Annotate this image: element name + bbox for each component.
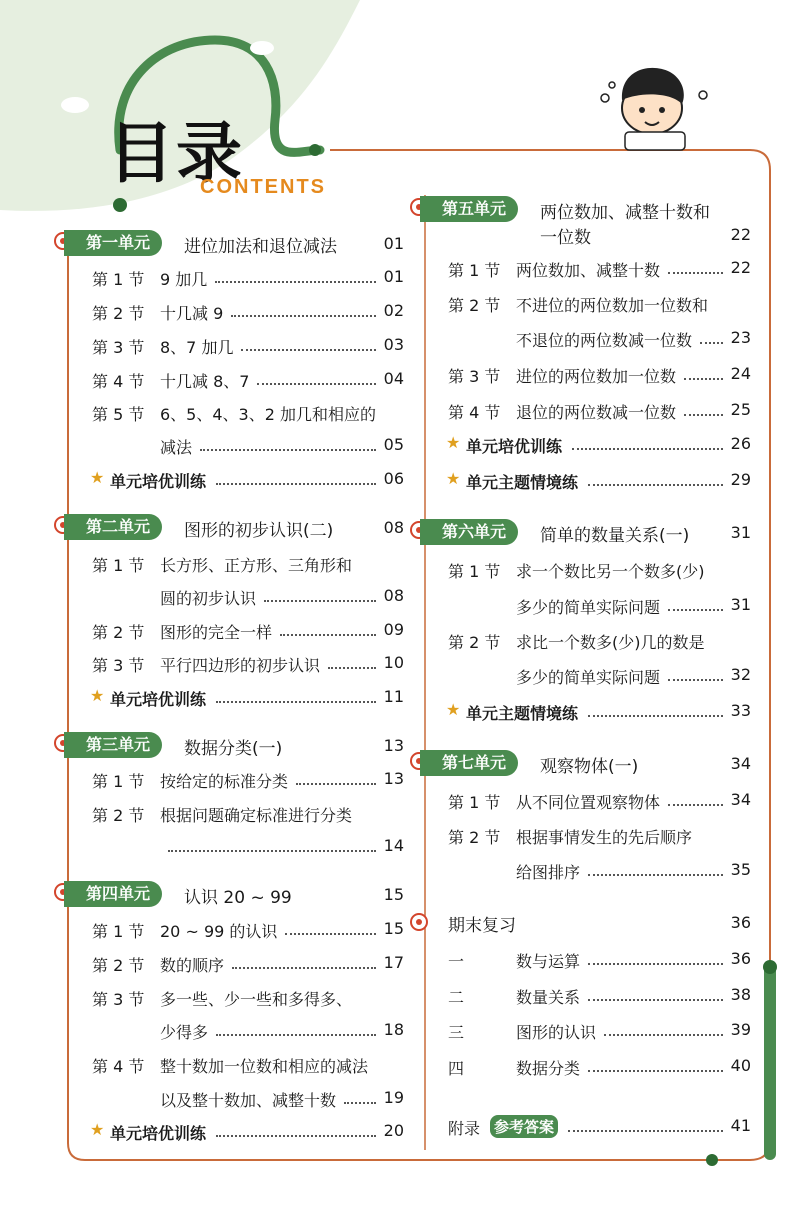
page-number: 15 [383,919,404,938]
section-title[interactable]: 求比一个数多(少)几的数是 [516,633,705,652]
star-icon: ★ [90,468,105,487]
section-title[interactable]: 整十数加一位数和相应的减法 [160,1057,369,1076]
page-number: 22 [730,258,751,277]
page-number: 09 [383,620,404,639]
section-number: 第 1 节 [92,270,145,289]
section-title[interactable]: 退位的两位数减一位数 [516,403,677,422]
section-number: 第 2 节 [448,633,501,652]
section-title[interactable]: 8、7 加几 [160,338,234,357]
page-number: 38 [730,985,751,1004]
section-title-continued[interactable]: 多少的简单实际问题 [516,668,661,687]
section-number: 第 3 节 [92,656,145,675]
section-title[interactable]: 图形的认识 [516,1023,597,1042]
page-number: 13 [383,769,404,788]
page-number: 05 [383,435,404,454]
leader-dots [231,313,376,317]
unit-title: 两位数加、减整十数和 [540,203,710,223]
leader-dots [588,961,723,965]
unit-label: 第七单元 [420,750,518,776]
section-number: 第 2 节 [92,806,145,825]
page-number: 33 [730,701,751,720]
section-number: 第 1 节 [448,261,501,280]
section-number: 第 4 节 [92,372,145,391]
leader-dots [216,699,376,703]
page-number: 15 [383,885,404,904]
star-icon: ★ [446,700,461,719]
page-number: 19 [383,1088,404,1107]
page-number: 35 [730,860,751,879]
leader-dots [668,607,723,611]
page-number: 22 [730,225,751,244]
page-number: 10 [383,653,404,672]
section-number: 第 1 节 [92,922,145,941]
leader-dots [668,802,723,806]
page-number: 14 [383,836,404,855]
section-title[interactable]: 图形的完全一样 [160,623,273,642]
section-title[interactable]: 20 ~ 99 的认识 [160,922,278,941]
leader-dots [684,412,723,416]
leader-dots [588,482,723,486]
section-title[interactable]: 按给定的标准分类 [160,772,289,791]
page-number: 36 [730,949,751,968]
section-number: 第 3 节 [92,338,145,357]
unit-label: 第一单元 [64,230,162,256]
section-title[interactable]: 多一些、少一些和多得多、 [160,990,353,1009]
section-number: 第 2 节 [92,623,145,642]
unit-label: 第三单元 [64,732,162,758]
section-title-continued[interactable]: 圆的初步认识 [160,589,257,608]
unit-title: 简单的数量关系(一) [540,526,690,546]
review-title[interactable]: 期末复习 [448,916,516,936]
leader-dots [280,632,376,636]
section-title[interactable]: 求一个数比另一个数多(少) [516,562,705,581]
unit-title: 观察物体(一) [540,757,639,777]
section-number: 第 4 节 [448,403,501,422]
page-number: 13 [383,736,404,755]
section-number: 第 3 节 [92,990,145,1009]
star-icon: ★ [90,1120,105,1139]
review-bullet-icon [410,913,428,931]
unit-label: 第六单元 [420,519,518,545]
section-title[interactable]: 根据问题确定标准进行分类 [160,806,353,825]
leader-dots [604,1032,723,1036]
leader-dots [568,1128,723,1132]
appendix-title: 附录 [448,1119,481,1138]
section-title[interactable]: 十几减 9 [160,304,224,323]
section-title-continued[interactable]: 减法 [160,438,193,457]
section-title[interactable]: 不进位的两位数加一位数和 [516,296,709,315]
page-number: 18 [383,1020,404,1039]
section-number: 第 2 节 [448,828,501,847]
leader-dots [216,1133,376,1137]
leader-dots [215,279,376,283]
leader-dots [588,1068,723,1072]
section-title-continued[interactable]: 少得多 [160,1023,209,1042]
section-title[interactable]: 从不同位置观察物体 [516,793,661,812]
page-number: 02 [383,301,404,320]
section-number: 第 1 节 [92,772,145,791]
leader-dots [700,340,723,344]
unit-title: 认识 20 ~ 99 [184,888,292,908]
leader-dots [296,781,376,785]
star-icon: ★ [446,433,461,452]
unit-title: 图形的初步认识(二) [184,521,334,541]
section-number: 二 [448,988,465,1007]
section-title[interactable]: 6、5、4、3、2 加几和相应的 [160,405,376,424]
page-number: 23 [730,328,751,347]
unit-title: 进位加法和退位减法 [184,237,337,257]
section-number: 四 [448,1059,465,1078]
star-icon: ★ [90,686,105,705]
leader-dots [241,347,376,351]
section-number: 第 4 节 [92,1057,145,1076]
training-title[interactable]: 单元培优训练 [110,472,207,491]
page-number: 25 [730,400,751,419]
page-number: 17 [383,953,404,972]
section-number: 第 3 节 [448,367,501,386]
section-title[interactable]: 数量关系 [516,988,581,1007]
leader-dots [668,270,723,274]
leader-dots [344,1100,376,1104]
page-title: 目录 [108,115,244,192]
section-title[interactable]: 平行四边形的初步认识 [160,656,321,675]
leader-dots [328,665,376,669]
leader-dots [684,376,723,380]
boy-illustration [601,68,707,150]
page-number: 06 [383,469,404,488]
section-number: 第 1 节 [448,562,501,581]
leader-dots [285,931,376,935]
star-icon: ★ [446,469,461,488]
section-title-continued[interactable]: 以及整十数加、减整十数 [160,1091,337,1110]
page-number: 29 [730,470,751,489]
page-number: 41 [730,1116,751,1135]
page-number: 03 [383,335,404,354]
training-title[interactable]: 单元培优训练 [110,690,207,709]
leader-dots [232,965,376,969]
section-title[interactable]: 进位的两位数加一位数 [516,367,677,386]
page-number: 31 [730,595,751,614]
page-number: 01 [383,267,404,286]
section-number: 第 1 节 [92,556,145,575]
section-title[interactable]: 数的顺序 [160,956,225,975]
unit-label: 第四单元 [64,881,162,907]
section-title[interactable]: 十几减 8、7 [160,372,250,391]
leader-dots [216,481,376,485]
section-number: 第 2 节 [92,956,145,975]
page-number: 11 [383,687,404,706]
page-number: 34 [730,790,751,809]
section-title-continued[interactable]: 不退位的两位数减一位数 [516,331,693,350]
leader-dots [588,872,723,876]
unit-label: 第五单元 [420,196,518,222]
page-number: 20 [383,1121,404,1140]
page-number: 24 [730,364,751,383]
page-number: 39 [730,1020,751,1039]
section-number: 第 1 节 [448,793,501,812]
page-number: 01 [383,234,404,253]
page-number: 34 [730,754,751,773]
section-title-continued[interactable]: 多少的简单实际问题 [516,598,661,617]
section-number: 第 2 节 [448,296,501,315]
page-number: 36 [730,913,751,932]
page-number: 04 [383,369,404,388]
unit-label: 第二单元 [64,514,162,540]
unit-title-continued: 一位数 [540,228,591,248]
training-title[interactable]: 单元培优训练 [466,437,563,456]
section-title[interactable]: 9 加几 [160,270,208,289]
section-number: 三 [448,1023,465,1042]
page-number: 31 [730,523,751,542]
leader-dots [264,598,376,602]
leader-dots [668,677,723,681]
answer-badge[interactable]: 参考答案 [490,1115,558,1138]
leader-dots [168,848,376,852]
leader-dots [257,381,376,385]
page-number: 26 [730,434,751,453]
training-title[interactable]: 单元主题情境练 [466,704,579,723]
leader-dots [588,713,723,717]
leader-dots [572,446,723,450]
section-title[interactable]: 数与运算 [516,952,581,971]
page-number: 08 [383,586,404,605]
section-title[interactable]: 数据分类 [516,1059,581,1078]
leader-dots [588,997,723,1001]
section-title[interactable]: 根据事情发生的先后顺序 [516,828,693,847]
page-number: 08 [383,518,404,537]
training-title[interactable]: 单元主题情境练 [466,473,579,492]
leader-dots [200,447,376,451]
leader-dots [216,1032,376,1036]
page-subtitle: CONTENTS [200,176,326,198]
section-title[interactable]: 长方形、正方形、三角形和 [160,556,353,575]
training-title[interactable]: 单元培优训练 [110,1124,207,1143]
section-number: 一 [448,952,465,971]
section-title-continued[interactable]: 给图排序 [516,863,581,882]
section-number: 第 5 节 [92,405,145,424]
page-number: 32 [730,665,751,684]
section-number: 第 2 节 [92,304,145,323]
page-number: 40 [730,1056,751,1075]
unit-title: 数据分类(一) [184,739,283,759]
section-title[interactable]: 两位数加、减整十数 [516,261,661,280]
